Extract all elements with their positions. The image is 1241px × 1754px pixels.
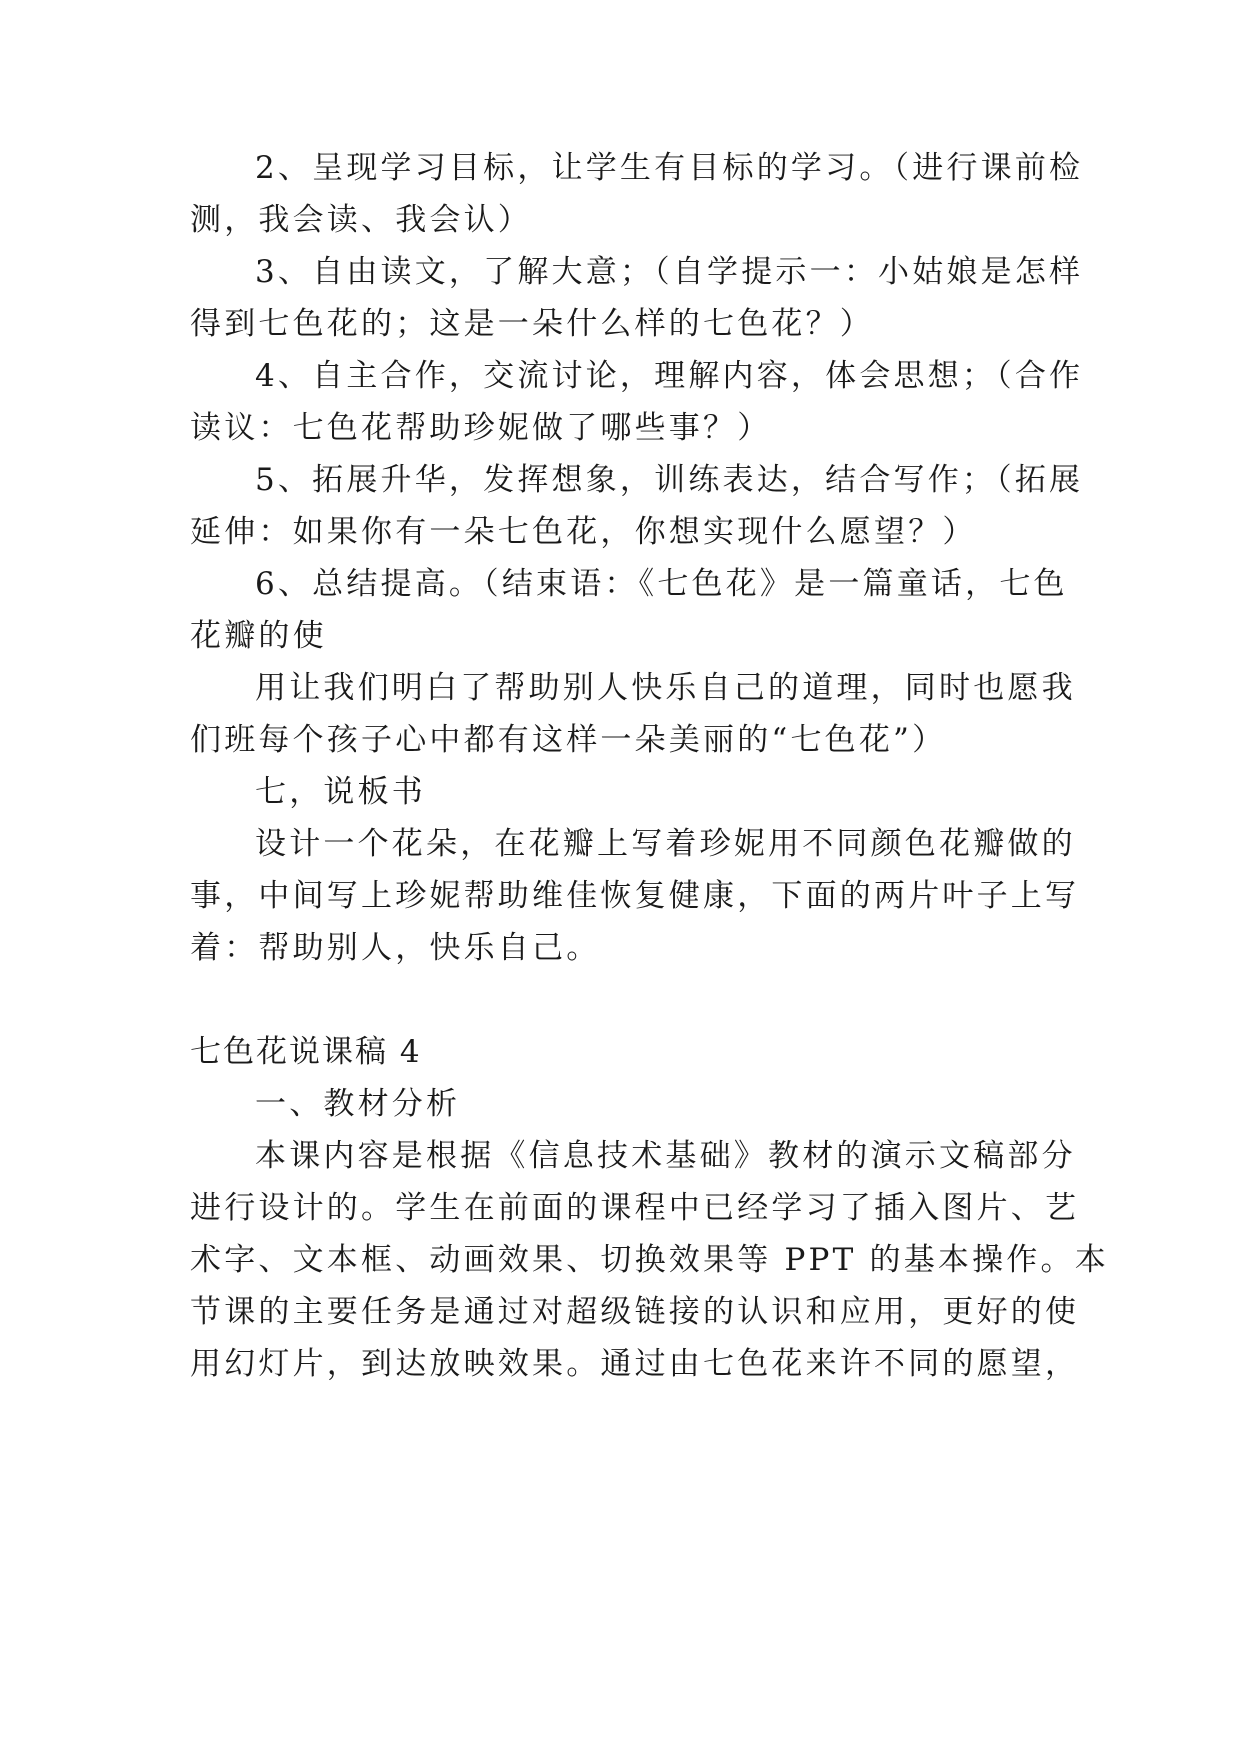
paragraph-line: 设计一个花朵，在花瓣上写着珍妮用不同颜色花瓣做的 xyxy=(255,826,1076,862)
paragraph-line: 们班每个孩子心中都有这样一朵美丽的“七色花”） xyxy=(190,722,947,758)
paragraph-line: 读议：七色花帮助珍妮做了哪些事？） xyxy=(190,410,772,446)
paragraph-line: 得到七色花的；这是一朵什么样的七色花？） xyxy=(190,306,874,342)
paragraph-line: 5、拓展升华，发挥想象，训练表达，结合写作；（拓展 xyxy=(255,462,1084,498)
paragraph-line: 本课内容是根据《信息技术基础》教材的演示文稿部分 xyxy=(255,1138,1076,1174)
paragraph-line: 用让我们明白了帮助别人快乐自己的道理，同时也愿我 xyxy=(255,670,1076,706)
paragraph-line: 术字、文本框、动画效果、切换效果等 PPT 的基本操作。本 xyxy=(190,1242,1109,1278)
paragraph-line: 6、总结提高。（结束语：《七色花》是一篇童话，七色 xyxy=(255,566,1068,602)
paragraph-line: 3、自由读文，了解大意；（自学提示一：小姑娘是怎样 xyxy=(255,254,1084,290)
paragraph-line: 事，中间写上珍妮帮助维佳恢复健康，下面的两片叶子上写 xyxy=(190,878,1080,914)
section-heading: 一、教材分析 xyxy=(255,1086,461,1122)
section-heading: 七，说板书 xyxy=(255,774,426,810)
paragraph-line: 着：帮助别人，快乐自己。 xyxy=(190,930,601,966)
document-title: 七色花说课稿 4 xyxy=(190,1034,422,1070)
paragraph-line: 测，我会读、我会认） xyxy=(190,202,532,238)
paragraph-line: 花瓣的使 xyxy=(190,618,327,654)
paragraph-line: 2、呈现学习目标，让学生有目标的学习。（进行课前检 xyxy=(255,150,1084,186)
paragraph-line: 进行设计的。学生在前面的课程中已经学习了插入图片、艺 xyxy=(190,1190,1080,1226)
paragraph-line: 4、自主合作，交流讨论，理解内容，体会思想；（合作 xyxy=(255,358,1084,394)
paragraph-line: 延伸：如果你有一朵七色花，你想实现什么愿望？） xyxy=(190,514,977,550)
paragraph-line: 用幻灯片，到达放映效果。通过由七色花来许不同的愿望， xyxy=(190,1346,1080,1382)
paragraph-line: 节课的主要任务是通过对超级链接的认识和应用，更好的使 xyxy=(190,1294,1080,1330)
